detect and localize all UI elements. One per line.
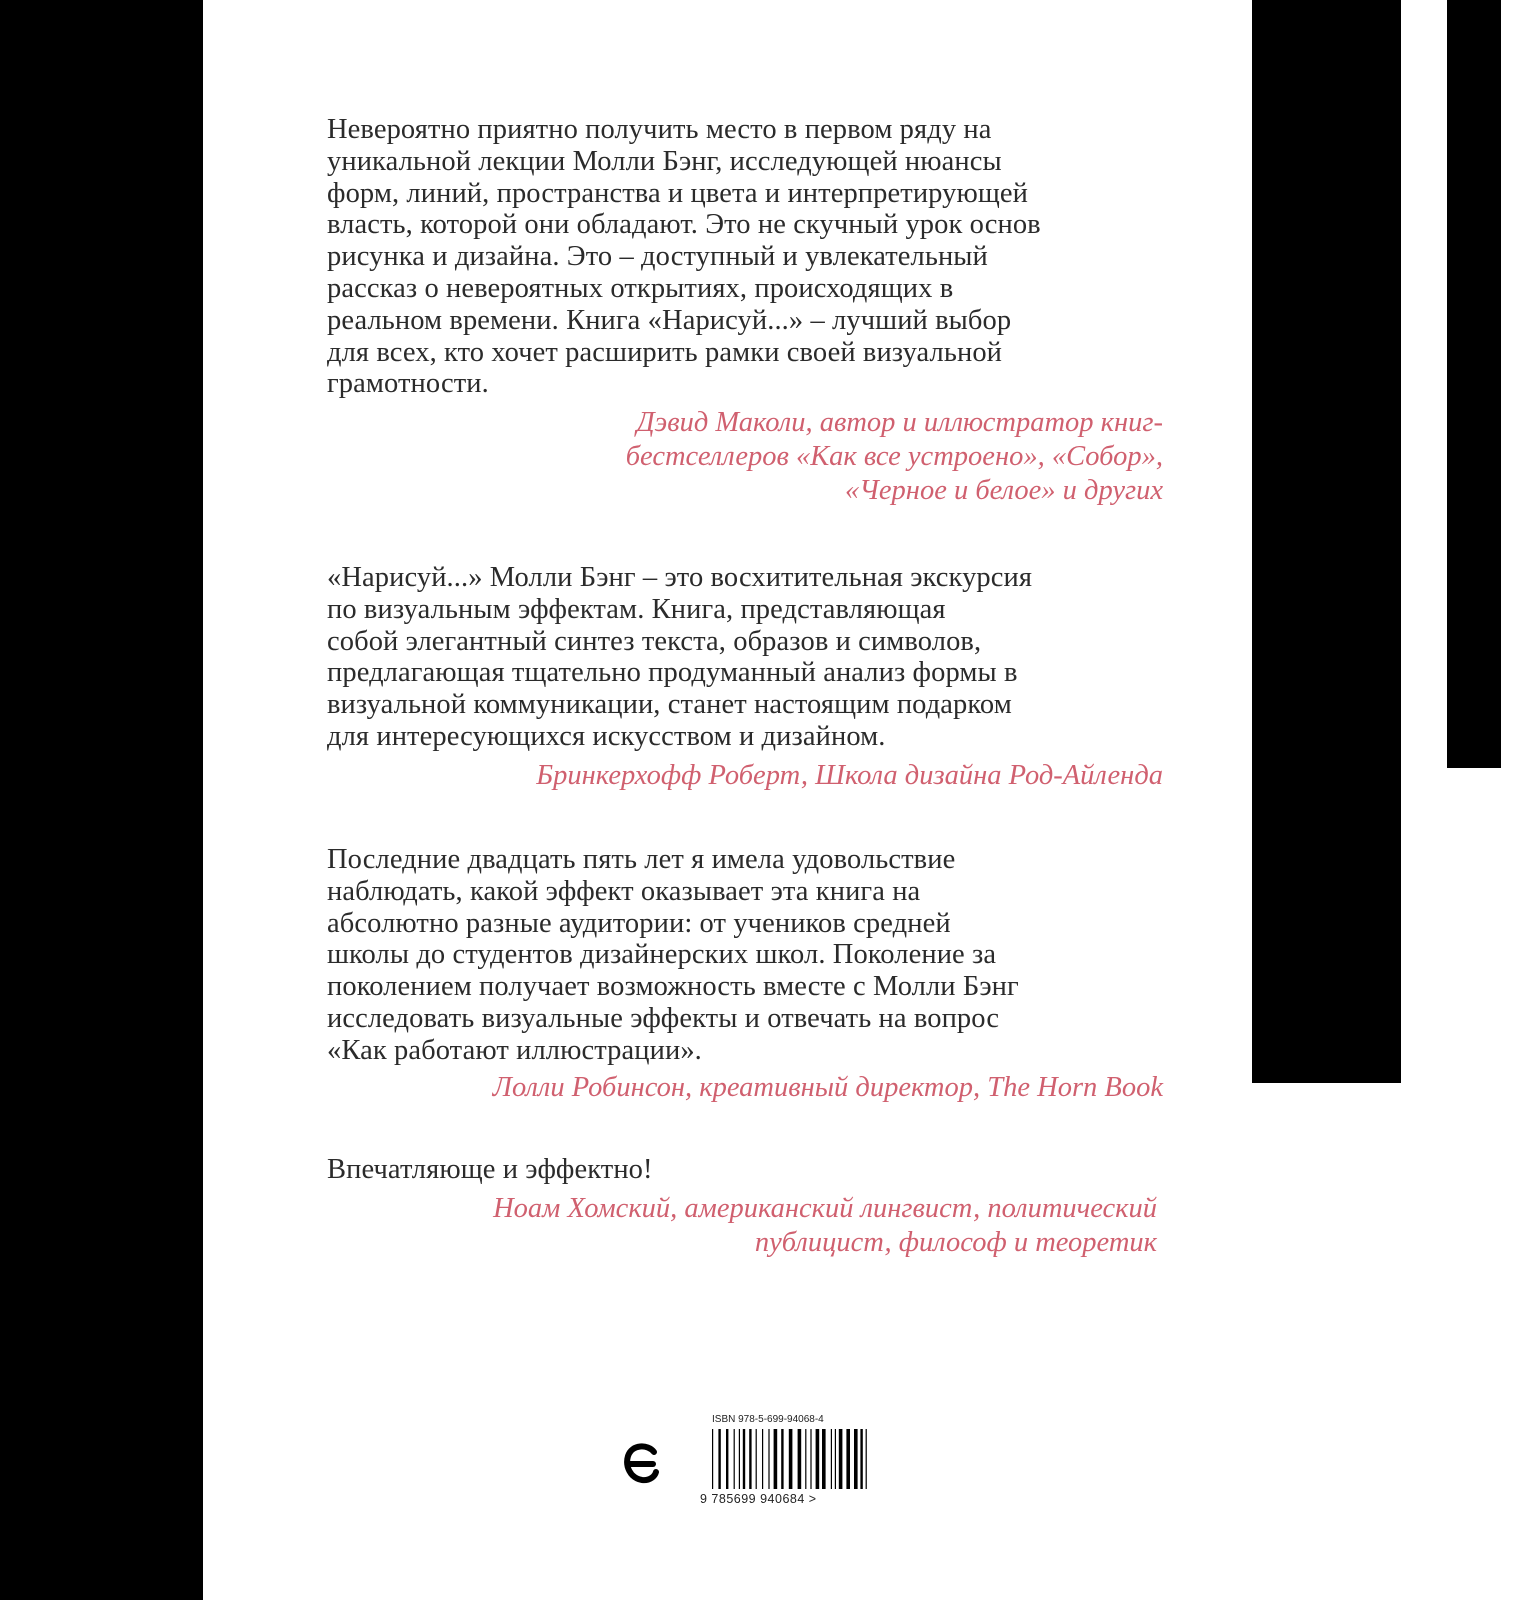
quote-line: Невероятно приятно получить место в первом ряду на <box>327 114 992 145</box>
review-quote <box>327 114 1167 400</box>
quote-line: собой элегантный синтез текста, образов и символов, <box>327 625 982 657</box>
quote-line: предлагающая тщательно продуманный анализ формы в <box>327 657 1018 689</box>
barcode-bar <box>835 1429 836 1489</box>
barcode-bar <box>866 1429 867 1489</box>
review-quote <box>327 844 1167 1067</box>
quote-line: рисунка и дизайна. Это – доступный и увлекательный <box>327 241 988 273</box>
attribution-line: «Черное и белое» и других <box>845 475 1163 507</box>
quote-line: визуальной коммуникации, станет настоящим подарком <box>327 689 1012 721</box>
barcode-bar <box>810 1429 811 1489</box>
barcode-bar <box>739 1429 740 1489</box>
barcode-bar <box>774 1429 778 1489</box>
barcode-bar <box>816 1429 820 1489</box>
quote-line: исследовать визуальные эффекты и отвечать на вопрос <box>327 1002 1000 1034</box>
barcode-bar <box>726 1429 728 1489</box>
quote-line: грамотности. <box>327 368 489 400</box>
barcode-bar <box>712 1429 713 1489</box>
quote-line: «Как работают иллюстрации». <box>327 1034 702 1066</box>
quote-line: для всех, кто хочет расширить рамки своей визуальной <box>327 336 1003 368</box>
review-attribution <box>327 1192 1157 1260</box>
review-quote <box>327 1154 1167 1186</box>
quote-line: наблюдать, какой эффект оказывает эта книга на <box>327 875 921 907</box>
attribution-line: публицист, философ и теоретик <box>754 1226 1157 1258</box>
barcode-bar <box>831 1429 832 1489</box>
barcode-bar <box>846 1429 850 1489</box>
quote-line: реальном времени. Книга «Нарисуй...» – лучший выбор <box>327 304 1012 336</box>
review-quote <box>327 562 1167 753</box>
quote-line: поколением получает возможность вместе с Молли Бэнг <box>327 971 1019 1003</box>
attribution-line: Лолли Робинсон, креативный директор, The Horn Book <box>492 1071 1163 1103</box>
barcode-bar <box>718 1429 720 1489</box>
barcode-bar <box>768 1429 769 1489</box>
barcode-bar <box>749 1429 751 1489</box>
quote-line: «Нарисуй...» Молли Бэнг – это восхитительная экскурсия <box>327 562 1033 593</box>
black-stripe-right-wide <box>1252 0 1401 1083</box>
barcode-bars <box>710 1429 875 1491</box>
barcode-bar <box>822 1429 826 1489</box>
review-block <box>327 844 1167 1105</box>
quote-line: Впечатляюще и эффектно! <box>327 1154 653 1185</box>
barcode-bar <box>734 1429 735 1489</box>
quote-line: уникальной лекции Молли Бэнг, исследующей нюансы <box>327 145 1002 177</box>
barcode-bar <box>762 1429 763 1489</box>
barcode-bar <box>756 1429 757 1489</box>
quote-line: школы до студентов дизайнерских школ. Поколение за <box>327 939 997 971</box>
isbn-barcode <box>700 1414 890 1506</box>
barcode-bar <box>860 1429 862 1489</box>
attribution-line: Ноам Хомский, американский лингвист, политический <box>493 1192 1157 1224</box>
quote-line: рассказ о невероятных открытиях, происходящих в <box>327 272 954 304</box>
attribution-line: Бринкерхофф Роберт, Школа дизайна Род-Айленда <box>536 759 1163 791</box>
review-block <box>327 114 1167 508</box>
quote-line: Последние двадцать пять лет я имела удовольствие <box>327 844 956 875</box>
quote-line: форм, линий, пространства и цвета и интерпретирующей <box>327 177 1029 209</box>
review-block <box>327 562 1167 793</box>
black-stripe-right-narrow <box>1447 0 1501 768</box>
review-attribution <box>327 406 1163 508</box>
review-attribution <box>327 1071 1163 1105</box>
quote-line: власть, которой они обладают. Это не скучный урок основ <box>327 209 1041 241</box>
barcode-digits: 9 785699 940684 > <box>700 1492 817 1506</box>
barcode-bar <box>743 1429 745 1489</box>
barcode-bar <box>854 1429 858 1489</box>
publisher-logo-icon <box>620 1440 664 1490</box>
barcode-bar <box>798 1429 802 1489</box>
quote-line: для интересующихся искусством и дизайном. <box>327 720 886 752</box>
barcode-bar <box>789 1429 793 1489</box>
barcode-bar <box>839 1429 843 1489</box>
barcode-bar <box>781 1429 783 1489</box>
attribution-line: бестселлеров «Как все устроено», «Собор», <box>625 441 1163 473</box>
quote-line: по визуальным эффектам. Книга, представляющая <box>327 593 946 625</box>
isbn-label: ISBN 978-5-699-94068-4 <box>712 1414 824 1425</box>
black-stripe-left <box>0 0 203 1600</box>
review-block <box>327 1154 1167 1260</box>
quote-line: абсолютно разные аудитории: от учеников средней <box>327 907 951 939</box>
barcode-bar <box>805 1429 806 1489</box>
attribution-line: Дэвид Маколи, автор и иллюстратор книг- <box>636 407 1163 439</box>
review-attribution <box>327 759 1163 793</box>
